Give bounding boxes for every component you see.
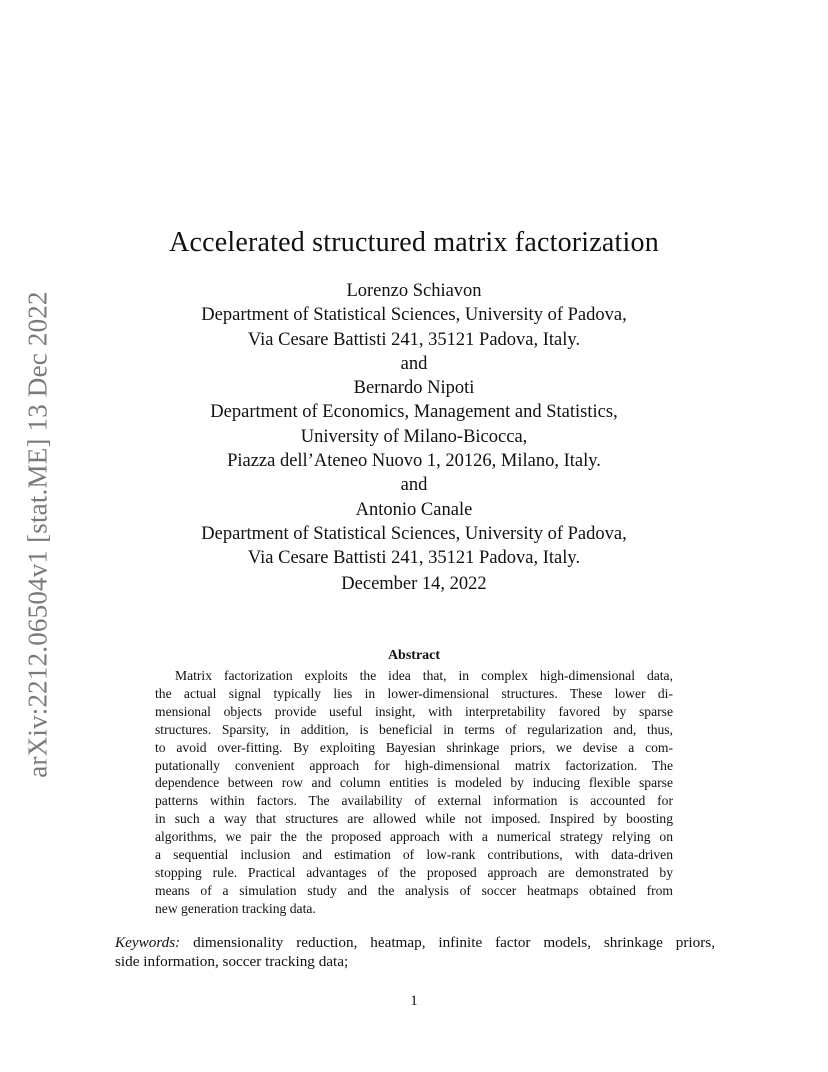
- keywords-label: Keywords:: [115, 934, 181, 951]
- author-affiliation: Department of Economics, Management and Statistics,: [210, 402, 618, 423]
- abstract-line: the actual signal typically lies in lower-dimensional structures. These lower di-: [155, 685, 673, 701]
- abstract-line: in such a way that structures are allowed while not imposed. Inspired by boosting: [155, 811, 673, 827]
- abstract-line: a sequential inclusion and estimation of low-rank contributions, with data-driven: [155, 847, 673, 863]
- abstract-line: putationally convenient approach for high-dimensional matrix factorization. The: [155, 757, 673, 773]
- author-block: [130, 279, 698, 571]
- arxiv-identifier-text: arXiv:2212.06504v1 [stat.ME] 13 Dec 2022: [22, 290, 53, 778]
- page-number: 1: [410, 993, 418, 1009]
- author-separator: and: [400, 353, 428, 374]
- author-name: Bernardo Nipoti: [353, 378, 475, 399]
- keywords-block: [115, 933, 715, 971]
- abstract-heading: Abstract: [387, 648, 441, 663]
- abstract-line: patterns within factors. The availability of external information is accounted for: [155, 793, 673, 809]
- arxiv-identifier-stamp: [18, 284, 58, 784]
- author-name: Antonio Canale: [355, 499, 473, 520]
- abstract-line: means of a simulation study and the analysis of soccer heatmaps obtained from: [155, 882, 673, 898]
- author-name: Lorenzo Schiavon: [346, 281, 482, 301]
- paper-title: Accelerated structured matrix factorization: [169, 227, 659, 258]
- keywords-line: side information, soccer tracking data;: [115, 953, 349, 971]
- author-affiliation: Department of Statistical Sciences, University of Padova,: [201, 305, 627, 326]
- author-affiliation: University of Milano-Bicocca,: [300, 426, 528, 447]
- abstract-line: structures. Sparsity, in addition, is beneficial in terms of regularization and, thus,: [155, 721, 673, 737]
- abstract-line: mensional objects provide useful insight, with interpretability favored by sparse: [155, 703, 673, 719]
- abstract-line: Matrix factorization exploits the idea that, in complex high-dimensional data,: [175, 668, 673, 683]
- paper-date: December 14, 2022: [341, 574, 487, 594]
- keywords-text: dimensionality reduction, heatmap, infinite factor models, shrinkage priors,: [193, 934, 715, 951]
- author-address: Via Cesare Battisti 241, 35121 Padova, Italy.: [247, 548, 581, 569]
- author-address: Via Cesare Battisti 241, 35121 Padova, Italy.: [247, 329, 581, 350]
- author-address: Piazza dell’Ateneo Nuovo 1, 20126, Milano, Italy.: [227, 451, 601, 472]
- abstract-line: stopping rule. Practical advantages of the proposed approach are demonstrated by: [155, 864, 673, 880]
- abstract-body: [155, 667, 673, 918]
- author-separator: and: [400, 475, 428, 496]
- abstract-line: dependence between row and column entities is modeled by inducing flexible sparse: [155, 775, 673, 791]
- keywords-line: [115, 933, 715, 952]
- abstract-line: algorithms, we pair the the proposed approach with a numerical strategy relying on: [155, 829, 673, 845]
- abstract-line: new generation tracking data.: [155, 900, 316, 916]
- abstract-line: to avoid over-fitting. By exploiting Bayesian shrinkage priors, we devise a com-: [155, 739, 673, 755]
- author-affiliation: Department of Statistical Sciences, University of Padova,: [201, 523, 627, 544]
